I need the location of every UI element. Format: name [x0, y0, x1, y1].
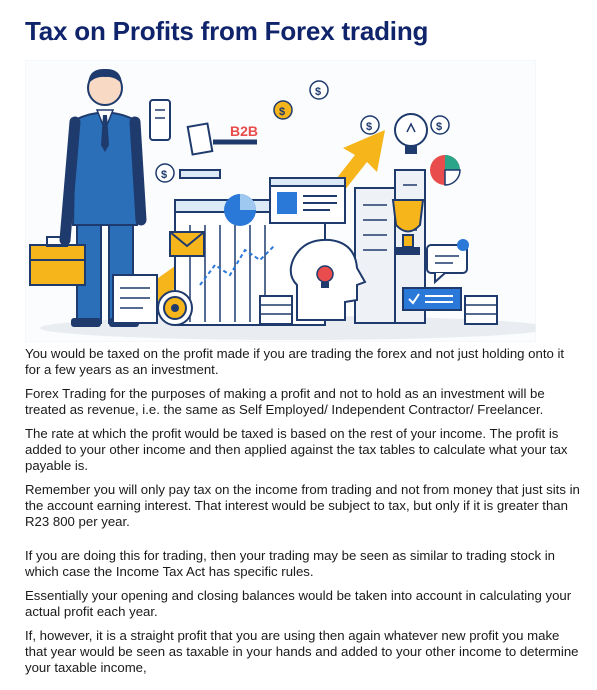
paragraph-4: Remember you will only pay tax on the income from trading and not from money that just sits in the account earning interest. That interest would be subject to tax, but only if it is greater than R23 800 per year.: [25, 482, 580, 529]
paragraph-1: You would be taxed on the profit made if you are trading the forex and not just holding onto it for a few years as an investment.: [25, 346, 565, 377]
checklist-icon: [403, 288, 461, 310]
briefcase-icon: [30, 237, 85, 285]
article-body: [25, 346, 580, 684]
hero-illustration: [25, 60, 536, 342]
svg-text:$: $: [161, 169, 168, 181]
target-icon: [158, 291, 192, 325]
paragraph-5: If you are doing this for trading, then your trading may be seen as similar to trading stock in which case the Income Tax Act has specific rules.: [25, 548, 555, 579]
phone-icon: [150, 100, 170, 140]
svg-text:$: $: [436, 121, 443, 133]
browser-panel-icon: [270, 178, 345, 223]
svg-text:$: $: [279, 106, 286, 118]
document-icon: [113, 275, 157, 323]
pie-chart-icon: [430, 155, 460, 185]
paragraph-6: Essentially your opening and closing balances would be taken into account in calculating your actual profit each year.: [25, 588, 572, 619]
svg-text:$: $: [366, 121, 373, 133]
svg-text:$: $: [315, 86, 322, 98]
envelope-icon: [170, 232, 204, 256]
pie-chart-icon: [224, 194, 256, 226]
paragraph-7: If, however, it is a straight profit that you are using then again whatever new profit you make that year would be seen as taxable in your hands and added to your other income to determine your taxable income,: [25, 628, 579, 675]
paragraph-3: The rate at which the profit would be taxed is based on the rest of your income. The profit is added to your other income and then applied against the tax tables to calculate what your tax payable is.: [25, 426, 568, 473]
page-title: Tax on Profits from Forex trading: [25, 16, 429, 46]
b2b-label: B2B: [230, 123, 259, 139]
paragraph-2: Forex Trading for the purposes of making a profit and not to hold as an investment will be treated as revenue, i.e. the same as Self Employed/ Independent Contractor/ Freelancer.: [25, 386, 545, 417]
